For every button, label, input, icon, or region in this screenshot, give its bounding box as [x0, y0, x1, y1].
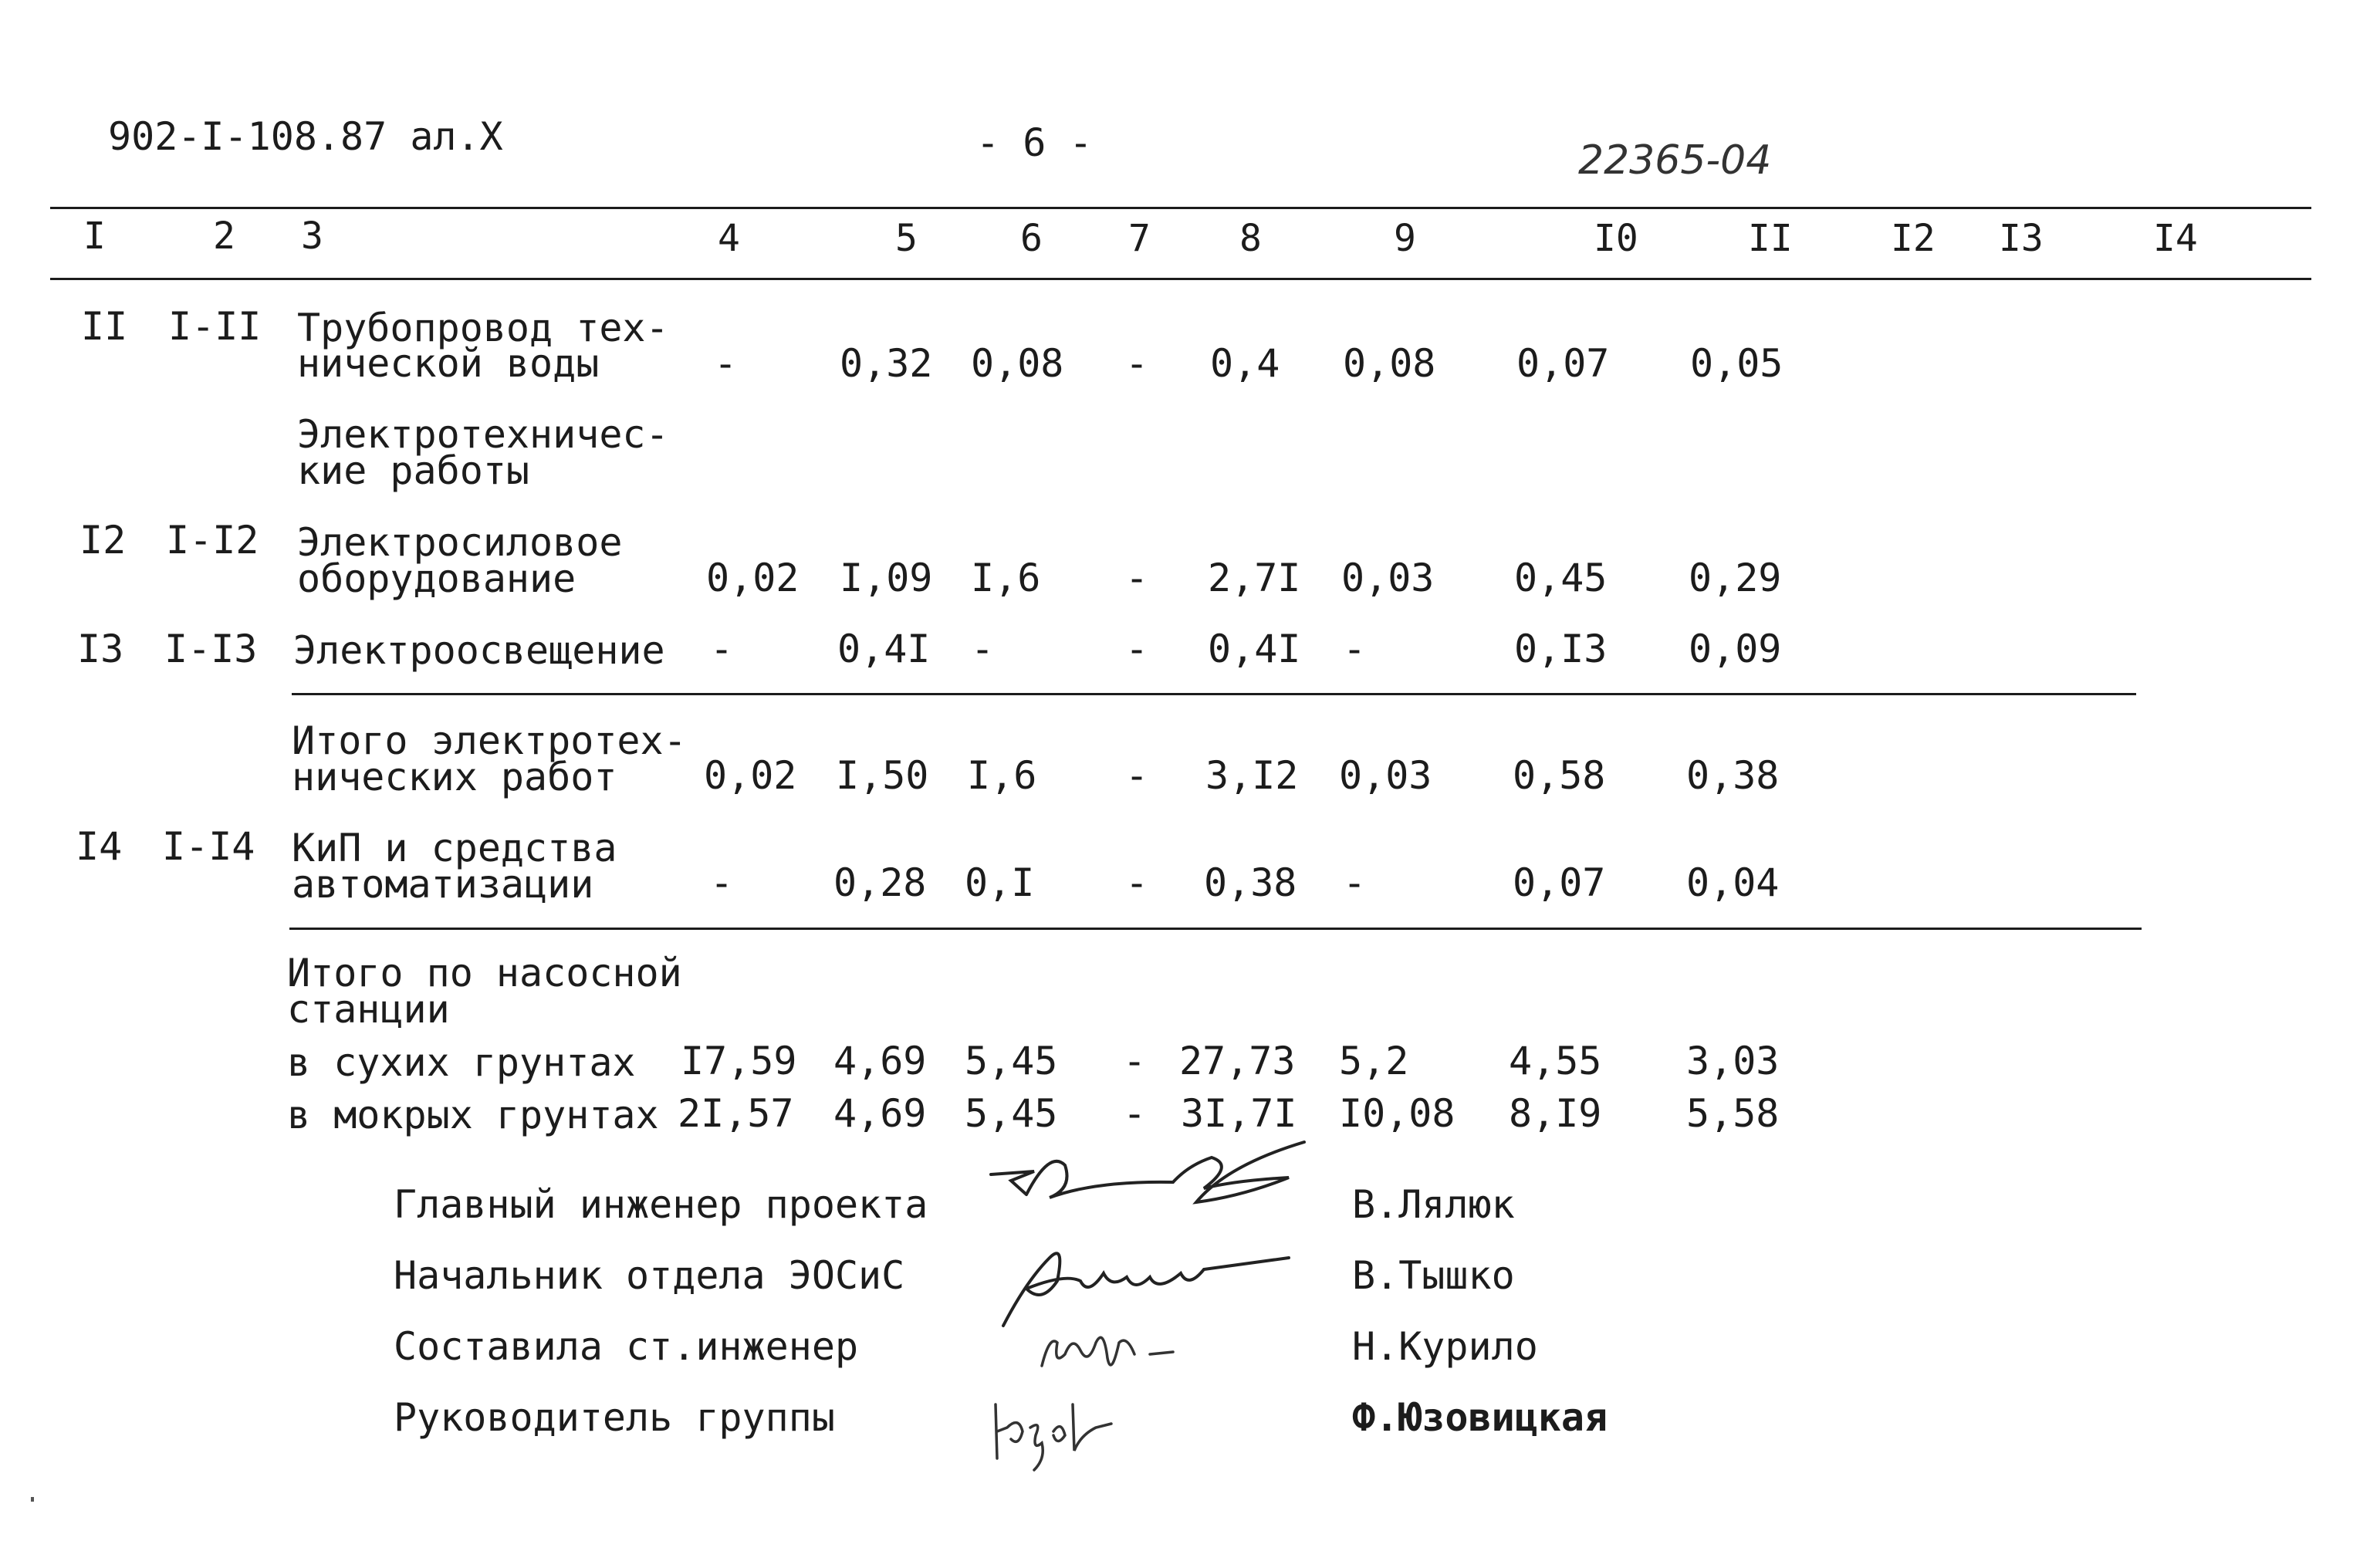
- cell: -: [1123, 1091, 1147, 1136]
- row-number: II: [81, 304, 128, 349]
- row-name: КиП и средства: [292, 826, 617, 870]
- signature-yuzovitskaya: [988, 1389, 1119, 1474]
- margin-mark: [31, 1497, 34, 1502]
- inventory-number: 22365-04: [1578, 137, 1772, 184]
- row-name: Электросиловое: [297, 520, 623, 565]
- row-number: I4: [76, 824, 123, 869]
- cell: 0,02: [706, 556, 800, 600]
- cell: 8,I9: [1509, 1091, 1602, 1136]
- col-header: 4: [718, 217, 740, 260]
- cell: 0,04: [1686, 860, 1780, 905]
- cell: -: [714, 341, 738, 386]
- cell: -: [1125, 753, 1149, 798]
- table-header-rule: [50, 278, 2311, 280]
- cell: 0,07: [1513, 860, 1606, 905]
- cell: 5,45: [965, 1091, 1058, 1136]
- col-header: 5: [895, 217, 918, 260]
- col-header: 7: [1128, 217, 1151, 260]
- cell: 0,08: [1343, 341, 1436, 386]
- cell: 0,05: [1690, 341, 1783, 386]
- row-name: нической воды: [297, 341, 600, 386]
- cell: 27,73: [1179, 1039, 1296, 1083]
- signatory-title: Составила ст.инженер: [394, 1324, 859, 1369]
- cell: -: [1123, 1039, 1147, 1083]
- row-code: I-II: [168, 304, 262, 349]
- cell: I7,59: [681, 1039, 797, 1083]
- cell: I,50: [836, 753, 929, 798]
- cell: -: [1125, 556, 1149, 600]
- signature-kurilo: [1034, 1312, 1188, 1381]
- section-name: кие работы: [297, 448, 530, 493]
- col-header: 6: [1020, 217, 1043, 260]
- cell: 0,I3: [1514, 627, 1608, 671]
- cell: 0,08: [971, 341, 1064, 386]
- row-name: станции: [287, 987, 450, 1032]
- cell: 4,69: [833, 1039, 927, 1083]
- cell: 0,02: [704, 753, 797, 798]
- table-top-rule: [50, 207, 2311, 209]
- col-header: II: [1748, 217, 1793, 260]
- col-header: 2: [213, 215, 235, 258]
- row-name: Итого по насосной: [287, 951, 682, 995]
- signatory-name: В.Лялюк: [1352, 1182, 1515, 1227]
- cell: -: [1125, 860, 1149, 905]
- row-code: I-I3: [164, 627, 258, 671]
- cell: 0,03: [1341, 556, 1435, 600]
- row-name: нических работ: [292, 755, 617, 799]
- col-header: I3: [1999, 217, 2044, 260]
- cell: 0,32: [840, 341, 933, 386]
- cell: 0,07: [1516, 341, 1610, 386]
- cell: 0,I: [965, 860, 1035, 905]
- cell: 3,I2: [1205, 753, 1299, 798]
- total-rule: [289, 928, 2142, 930]
- cell: -: [1125, 341, 1149, 386]
- cell: 0,4: [1210, 341, 1280, 386]
- col-header: I: [83, 215, 106, 258]
- cell: -: [710, 860, 734, 905]
- cell: -: [1125, 627, 1149, 671]
- row-code: I-I2: [166, 518, 259, 563]
- signatory-name: В.Тышко: [1352, 1253, 1515, 1298]
- row-number: I2: [79, 518, 127, 563]
- cell: I,6: [967, 753, 1037, 798]
- cell: I0,08: [1339, 1091, 1455, 1136]
- cell: -: [1343, 860, 1367, 905]
- cell: 0,58: [1513, 753, 1606, 798]
- page-number: - 6 -: [976, 120, 1093, 165]
- cell: -: [710, 627, 734, 671]
- col-header: I2: [1891, 217, 1936, 260]
- document-code: 902-I-108.87 ал.X: [108, 114, 503, 159]
- row-name: Трубопровод тех-: [297, 306, 669, 350]
- cell: -: [1343, 627, 1367, 671]
- row-name: в сухих грунтах: [287, 1040, 636, 1085]
- cell: 0,38: [1204, 860, 1297, 905]
- cell: 0,03: [1339, 753, 1432, 798]
- col-header: 9: [1394, 217, 1416, 260]
- cell: 4,69: [833, 1091, 927, 1136]
- cell: 0,28: [833, 860, 927, 905]
- row-name: автоматизации: [292, 862, 594, 907]
- cell: -: [971, 627, 995, 671]
- cell: 4,55: [1509, 1039, 1602, 1083]
- cell: 2,7I: [1208, 556, 1301, 600]
- cell: 0,4I: [1208, 627, 1301, 671]
- cell: 2I,57: [678, 1091, 794, 1136]
- signature-lyalyuk: [980, 1134, 1320, 1235]
- cell: 5,2: [1339, 1039, 1409, 1083]
- signatory-name: Н.Курило: [1352, 1324, 1538, 1369]
- cell: I,6: [971, 556, 1041, 600]
- cell: 5,58: [1686, 1091, 1780, 1136]
- cell: 0,4I: [837, 627, 931, 671]
- cell: 5,45: [965, 1039, 1058, 1083]
- signatory-title: Начальник отдела ЭОСиС: [394, 1253, 905, 1298]
- cell: 3I,7I: [1181, 1091, 1297, 1136]
- cell: 0,09: [1689, 627, 1782, 671]
- col-header: 3: [301, 215, 323, 258]
- cell: 0,38: [1686, 753, 1780, 798]
- section-name: Электротехничес-: [297, 412, 669, 457]
- row-name: Итого электротех-: [292, 718, 687, 763]
- col-header: I0: [1594, 217, 1638, 260]
- row-code: I-I4: [162, 824, 255, 869]
- cell: 0,45: [1514, 556, 1608, 600]
- col-header: I4: [2153, 217, 2198, 260]
- cell: 3,03: [1686, 1039, 1780, 1083]
- cell: I,09: [840, 556, 933, 600]
- row-name: оборудование: [297, 556, 576, 601]
- col-header: 8: [1239, 217, 1262, 260]
- signatory-title: Главный инженер проекта: [394, 1182, 928, 1227]
- row-name: Электроосвещение: [293, 628, 665, 673]
- signatory-title: Руководитель группы: [394, 1395, 835, 1440]
- row-number: I3: [77, 627, 124, 671]
- signatory-name: Ф.Юзовицкая: [1352, 1395, 1608, 1440]
- row-name: в мокрых грунтах: [287, 1093, 659, 1137]
- subtotal-rule: [292, 693, 2136, 695]
- cell: 0,29: [1689, 556, 1782, 600]
